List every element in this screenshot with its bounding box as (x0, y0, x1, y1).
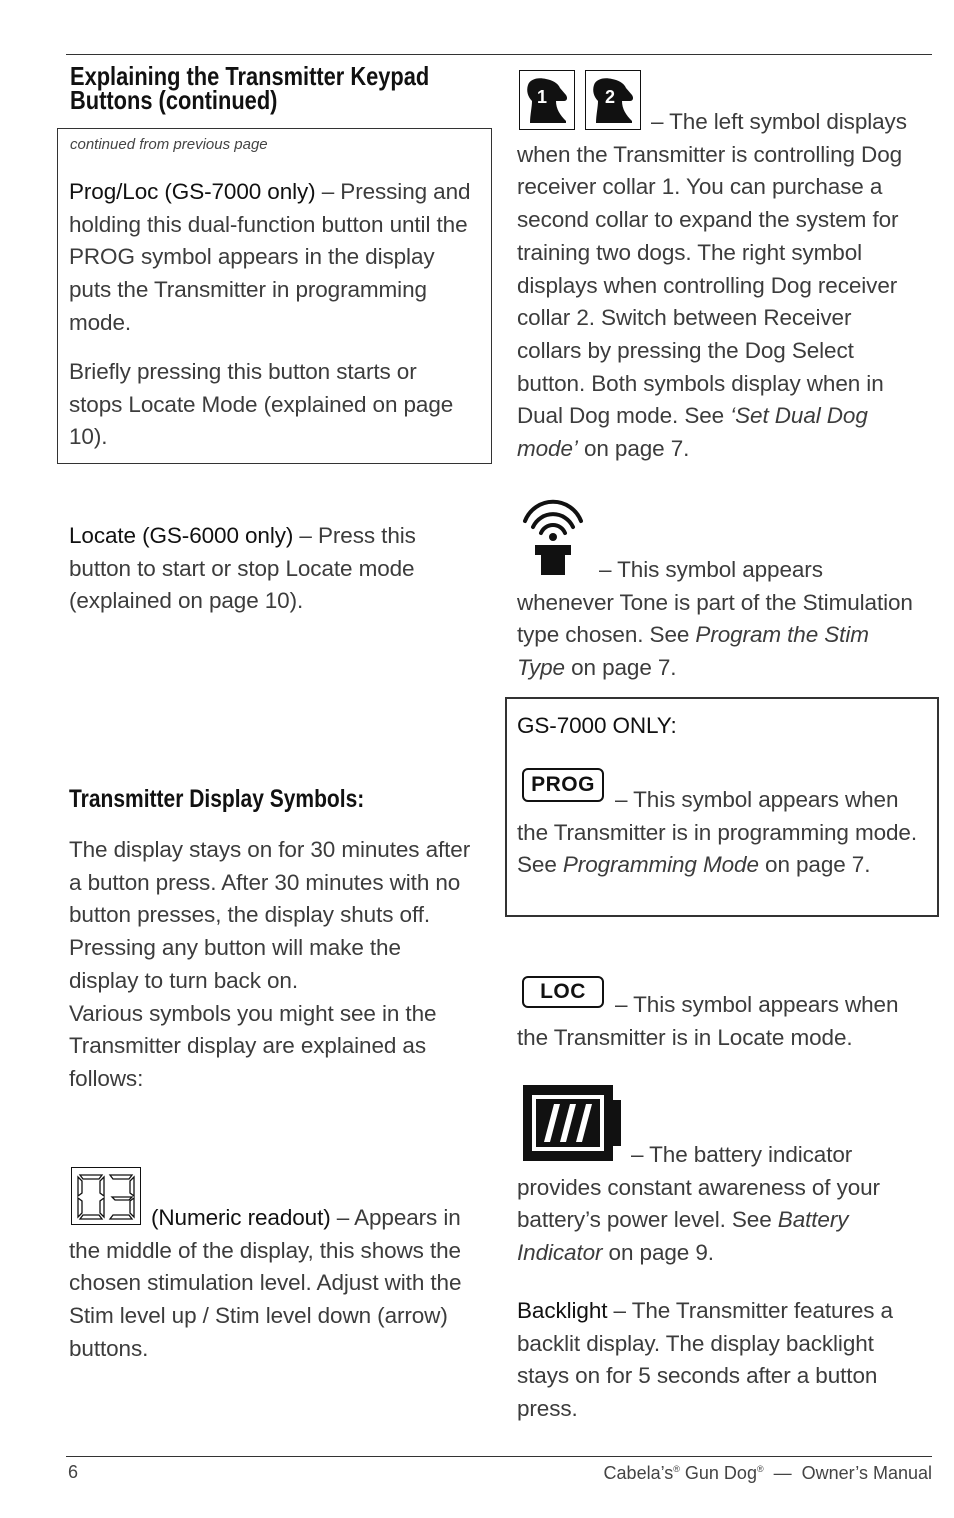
bottom-rule (66, 1456, 932, 1457)
loc-icon: LOC (522, 976, 604, 1008)
numeric-readout-label: (Numeric readout) (151, 1205, 331, 1230)
top-rule (66, 54, 932, 55)
display-intro-paragraph: The display stays on for 30 minutes after a button press. After 30 minutes with no button presses, the display shuts off. Pressing any button will make the display to turn back on. Various symbols you might see in the Transmitter display are explained as follows: (69, 837, 471, 1091)
page-number: 6 (68, 1462, 79, 1482)
prog-loc-brief-paragraph: Briefly pressing this button starts or stops Locate Mode (explained on page 10). (69, 359, 454, 450)
tone-paragraph: – This symbol appears whenever Tone is part of the Stimulation type chosen. See Program the Stim Type on page 7. (517, 557, 913, 681)
svg-text:2: 2 (604, 87, 616, 107)
prog-loc-label: Prog/Loc (GS-7000 only) (69, 179, 316, 204)
battery-paragraph: – The battery indicator provides constant awareness of your battery’s power level. See Battery Indicator on page 9. (517, 1142, 880, 1266)
svg-text:1: 1 (536, 87, 548, 107)
gs7000-heading: GS-7000 ONLY: (517, 713, 677, 738)
backlight-label: Backlight (517, 1298, 608, 1323)
backlight-paragraph: Backlight – The Transmitter features a backlit display. The display backlight stays on for 5 seconds after a button press. (517, 1298, 893, 1422)
dog-symbol-paragraph: – The left symbol displays when the Transmitter is controlling Dog receiver collar 1. You can purchase a second collar to expand the system for training two dogs. The right symbol displays when controlling Dog receiver collar 2. Switch between Receiver collars by pressing the Dog Select button. Both symbols display when in Dual Dog mode. See ‘Set Dual Dog mode’ on page 7. (517, 109, 907, 462)
prog-loc-paragraph: Prog/Loc (GS-7000 only) – Pressing and holding this dual-function button until the PROG symbol appears in the display puts the Transmitter in programming mode. (69, 179, 471, 335)
page-title: Explaining the Transmitter Keypad Buttons (continued) (70, 61, 430, 115)
locate-paragraph: Locate (GS-6000 only) – Press this button to start or stop Locate mode (explained on page 10). (69, 523, 416, 614)
prog-symbol-paragraph: – This symbol appears when the Transmitter is in programming mode. See Programming Mode on page 7. (517, 787, 918, 878)
loc-symbol-paragraph: – This symbol appears when the Transmitter is in Locate mode. (517, 992, 899, 1050)
footer-title: Cabela’s® Gun Dog® — Owner’s Manual (603, 1463, 932, 1483)
display-symbols-heading: Transmitter Display Symbols: (69, 785, 365, 813)
locate-label: Locate (GS-6000 only) (69, 523, 294, 548)
continued-note: continued from previous page (70, 136, 268, 153)
numeric-readout-paragraph: (Numeric readout) – Appears in the middle of the display, this shows the chosen stimulation level. Adjust with the Stim level up / Stim level down (arrow) buttons. (69, 1205, 462, 1361)
prog-icon: PROG (522, 768, 604, 802)
